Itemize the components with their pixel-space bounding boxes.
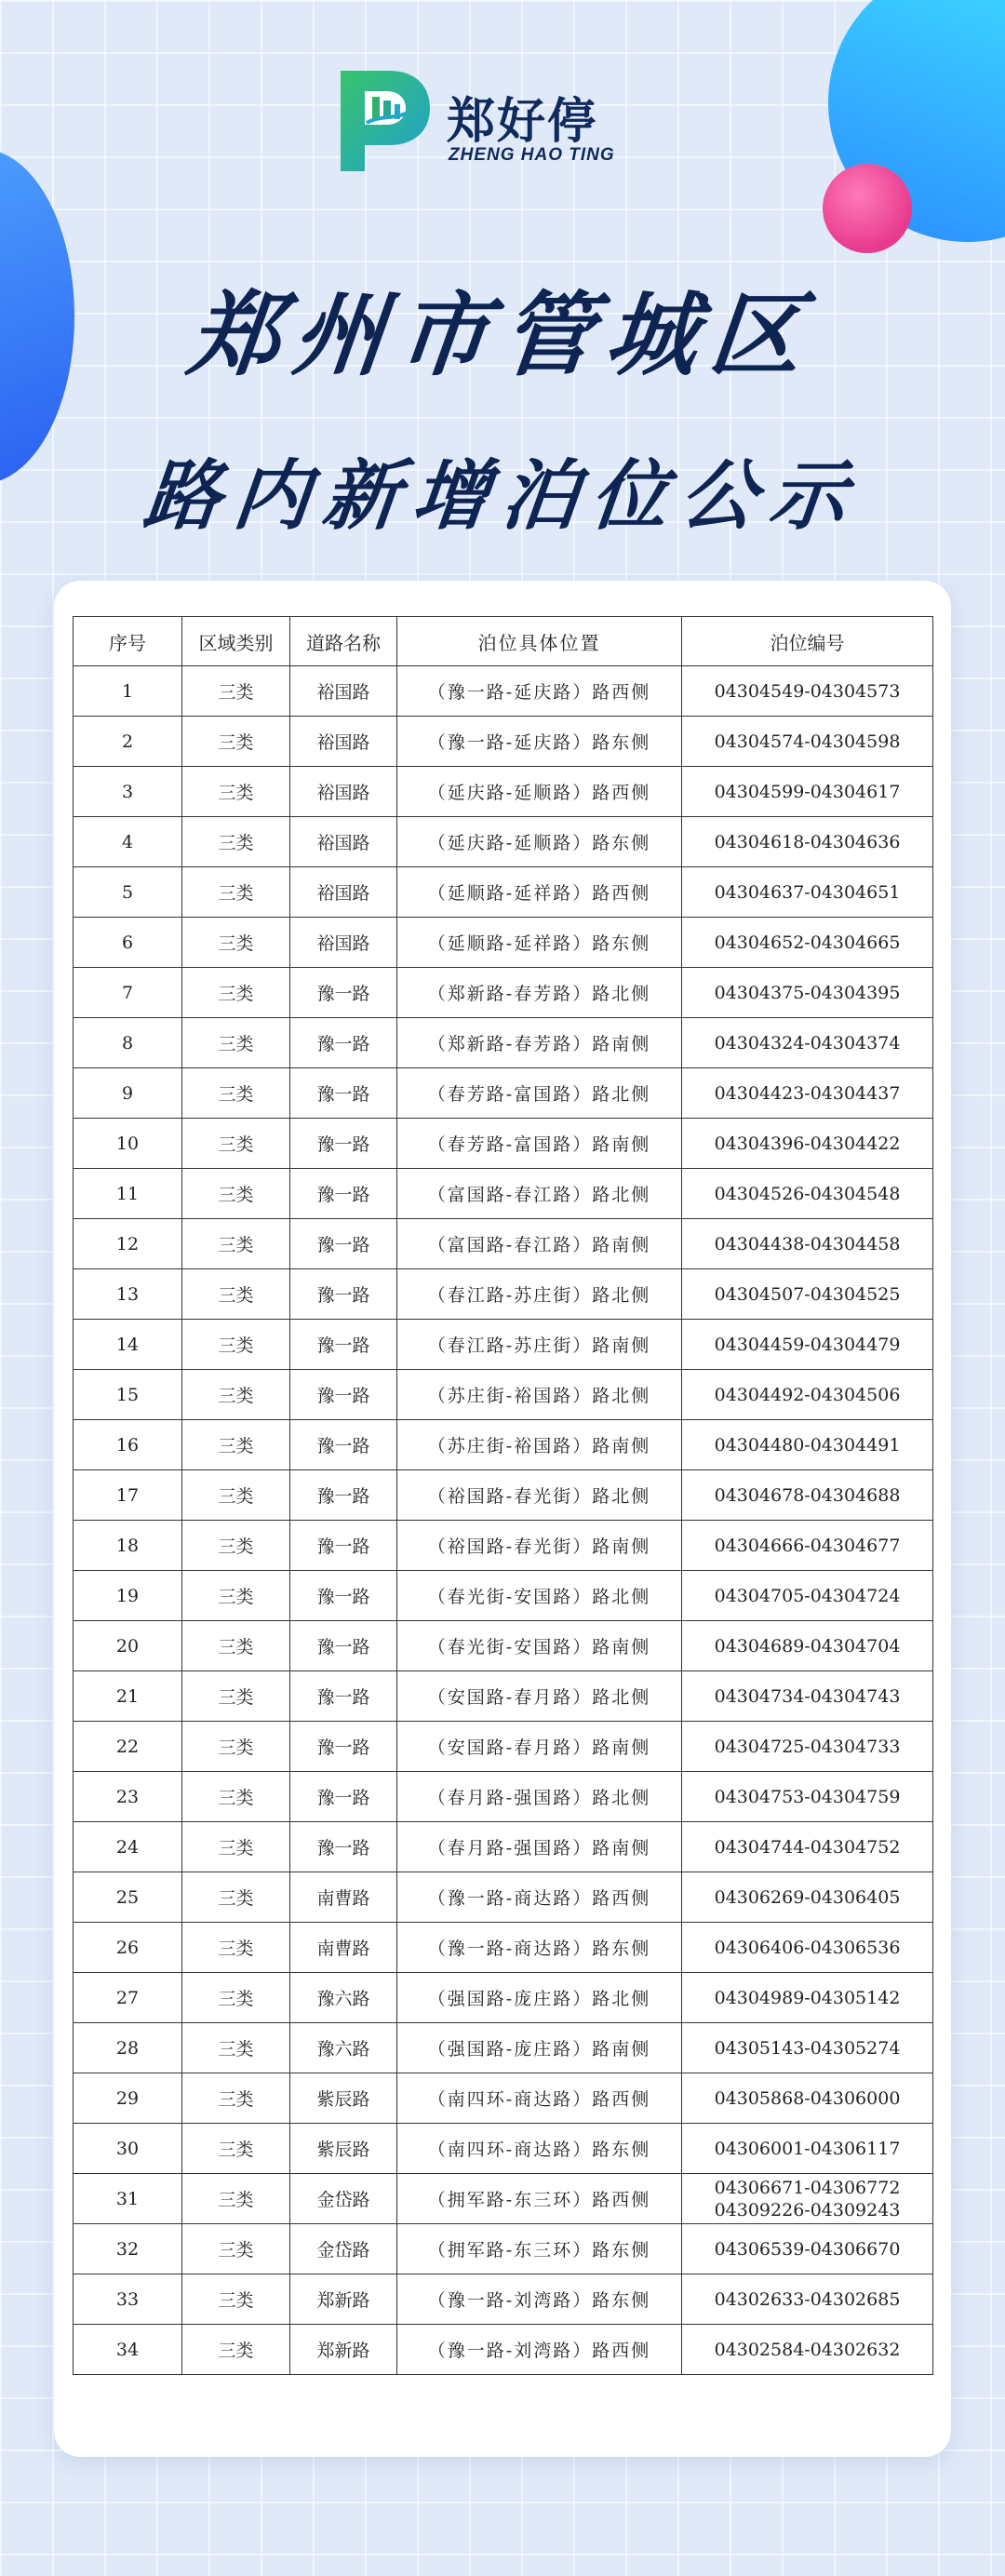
- cell-index: 14: [74, 1320, 182, 1370]
- cell-index: 30: [74, 2124, 182, 2174]
- cell-road: 豫一路: [290, 1169, 397, 1219]
- cell-code: 04305143-04305274: [682, 2023, 933, 2073]
- cell-index: 16: [74, 1420, 182, 1470]
- cell-location: （豫一路-延庆路）路西侧: [397, 666, 682, 717]
- cell-code-line: 04306671-04306772: [714, 2177, 901, 2198]
- cell-index: 6: [74, 918, 182, 968]
- table-row: [74, 1068, 933, 1119]
- cell-location: （春光街-安国路）路南侧: [397, 1621, 682, 1671]
- table-row: [74, 2224, 933, 2274]
- cell-road: 豫一路: [290, 1722, 397, 1772]
- col-header-code: 泊位编号: [682, 617, 933, 666]
- cell-index: 34: [74, 2325, 182, 2375]
- cell-location: （延顺路-延祥路）路东侧: [397, 918, 682, 968]
- cell-code: 04304689-04304704: [682, 1621, 933, 1671]
- cell-location: （延庆路-延顺路）路西侧: [397, 767, 682, 817]
- cell-road: 豫一路: [290, 1320, 397, 1370]
- cell-road: 豫一路: [290, 1521, 397, 1571]
- cell-index: 24: [74, 1822, 182, 1872]
- cell-road: 豫一路: [290, 968, 397, 1018]
- cell-code: 04304666-04304677: [682, 1521, 933, 1571]
- cell-code: 04304438-04304458: [682, 1219, 933, 1269]
- cell-location: （豫一路-延庆路）路东侧: [397, 717, 682, 767]
- cell-code: 04304753-04304759: [682, 1772, 933, 1822]
- cell-code: 04304989-04305142: [682, 1973, 933, 2023]
- table-row: [74, 2023, 933, 2073]
- cell-road: 豫六路: [290, 1973, 397, 2023]
- cell-zone: 三类: [182, 1269, 290, 1320]
- cell-index: 5: [74, 867, 182, 918]
- cell-code: 04304744-04304752: [682, 1822, 933, 1872]
- cell-code: 04304574-04304598: [682, 717, 933, 767]
- cell-location: （郑新路-春芳路）路南侧: [397, 1018, 682, 1068]
- cell-location: （富国路-春江路）路南侧: [397, 1219, 682, 1269]
- cell-zone: 三类: [182, 1420, 290, 1470]
- cell-road: 裕国路: [290, 918, 397, 968]
- table-row: [74, 918, 933, 968]
- cell-zone: 三类: [182, 1872, 290, 1923]
- cell-zone: 三类: [182, 2073, 290, 2124]
- cell-code: 04306406-04306536: [682, 1923, 933, 1973]
- cell-location: （安国路-春月路）路南侧: [397, 1722, 682, 1772]
- cell-index: 8: [74, 1018, 182, 1068]
- cell-index: 31: [74, 2174, 182, 2224]
- cell-zone: 三类: [182, 867, 290, 918]
- table-row: [74, 767, 933, 817]
- table-row: [74, 817, 933, 867]
- cell-zone: 三类: [182, 2325, 290, 2375]
- cell-zone: 三类: [182, 1370, 290, 1420]
- cell-index: 25: [74, 1872, 182, 1923]
- cell-code: 04306269-04306405: [682, 1872, 933, 1923]
- table-header-row: [74, 617, 933, 666]
- cell-road: 豫一路: [290, 1621, 397, 1671]
- cell-zone: 三类: [182, 1571, 290, 1621]
- cell-index: 32: [74, 2224, 182, 2274]
- cell-index: 12: [74, 1219, 182, 1269]
- table-row: [74, 717, 933, 767]
- cell-code: 04306001-04306117: [682, 2124, 933, 2174]
- cell-zone: 三类: [182, 1470, 290, 1521]
- cell-zone: 三类: [182, 1169, 290, 1219]
- table-row: [74, 1822, 933, 1872]
- cell-location: （春江路-苏庄街）路南侧: [397, 1320, 682, 1370]
- cell-zone: 三类: [182, 1119, 290, 1169]
- cell-road: 豫一路: [290, 1269, 397, 1320]
- cell-zone: 三类: [182, 1219, 290, 1269]
- cell-code: 04304526-04304548: [682, 1169, 933, 1219]
- cell-code: 04304492-04304506: [682, 1370, 933, 1420]
- cell-code: 04304678-04304688: [682, 1470, 933, 1521]
- cell-zone: 三类: [182, 918, 290, 968]
- table-row: [74, 1470, 933, 1521]
- cell-road: 豫一路: [290, 1822, 397, 1872]
- cell-road: 郑新路: [290, 2325, 397, 2375]
- cell-zone: 三类: [182, 767, 290, 817]
- cell-location: （苏庄街-裕国路）路南侧: [397, 1420, 682, 1470]
- cell-index: 7: [74, 968, 182, 1018]
- table-row: [74, 1772, 933, 1822]
- cell-location: （延顺路-延祥路）路西侧: [397, 867, 682, 918]
- brand-name-cn: 郑好停: [447, 94, 598, 150]
- cell-code: 04304480-04304491: [682, 1420, 933, 1470]
- cell-zone: 三类: [182, 1018, 290, 1068]
- cell-index: 29: [74, 2073, 182, 2124]
- cell-location: （春芳路-富国路）路南侧: [397, 1119, 682, 1169]
- table-row: [74, 1923, 933, 1973]
- cell-zone: 三类: [182, 1772, 290, 1822]
- col-header-road: 道路名称: [290, 617, 397, 666]
- cell-zone: 三类: [182, 2174, 290, 2224]
- cell-zone: 三类: [182, 1722, 290, 1772]
- cell-zone: 三类: [182, 817, 290, 867]
- cell-index: 18: [74, 1521, 182, 1571]
- cell-road: 紫辰路: [290, 2073, 397, 2124]
- cell-location: （豫一路-刘湾路）路西侧: [397, 2325, 682, 2375]
- cell-code: [682, 2174, 933, 2224]
- cell-index: 27: [74, 1973, 182, 2023]
- cell-index: 23: [74, 1772, 182, 1822]
- cell-index: 17: [74, 1470, 182, 1521]
- cell-location: （延庆路-延顺路）路东侧: [397, 817, 682, 867]
- cell-code: 04304507-04304525: [682, 1269, 933, 1320]
- cell-road: 豫一路: [290, 1370, 397, 1420]
- cell-code: 04304396-04304422: [682, 1119, 933, 1169]
- cell-location: （郑新路-春芳路）路北侧: [397, 968, 682, 1018]
- table-row: [74, 1269, 933, 1320]
- cell-road: 裕国路: [290, 767, 397, 817]
- cell-road: 裕国路: [290, 867, 397, 918]
- cell-location: （裕国路-春光街）路南侧: [397, 1521, 682, 1571]
- cell-code-line: 04309226-04309243: [714, 2199, 901, 2220]
- cell-location: （豫一路-商达路）路西侧: [397, 1872, 682, 1923]
- cell-zone: 三类: [182, 968, 290, 1018]
- cell-location: （豫一路-刘湾路）路东侧: [397, 2274, 682, 2325]
- cell-index: 4: [74, 817, 182, 867]
- cell-zone: 三类: [182, 717, 290, 767]
- cell-location: （春江路-苏庄街）路北侧: [397, 1269, 682, 1320]
- cell-code: 04304705-04304724: [682, 1571, 933, 1621]
- cell-road: 豫一路: [290, 1219, 397, 1269]
- cell-index: 2: [74, 717, 182, 767]
- cell-location: （春光街-安国路）路北侧: [397, 1571, 682, 1621]
- cell-code: 04304549-04304573: [682, 666, 933, 717]
- cell-location: （南四环-商达路）路东侧: [397, 2124, 682, 2174]
- table-row: [74, 1119, 933, 1169]
- cell-zone: 三类: [182, 1822, 290, 1872]
- cell-code: 04304423-04304437: [682, 1068, 933, 1119]
- cell-code: 04304324-04304374: [682, 1018, 933, 1068]
- cell-code: 04304652-04304665: [682, 918, 933, 968]
- cell-location: （南四环-商达路）路西侧: [397, 2073, 682, 2124]
- cell-index: 15: [74, 1370, 182, 1420]
- cell-road: 豫六路: [290, 2023, 397, 2073]
- table-row: [74, 1671, 933, 1722]
- cell-code: 04304618-04304636: [682, 817, 933, 867]
- cell-index: 20: [74, 1621, 182, 1671]
- table-row: [74, 2274, 933, 2325]
- cell-road: 金岱路: [290, 2174, 397, 2224]
- table-row: [74, 1571, 933, 1621]
- cell-location: （强国路-庞庄路）路北侧: [397, 1973, 682, 2023]
- cell-index: 22: [74, 1722, 182, 1772]
- logo-p-icon: [331, 65, 436, 177]
- cell-code: 04304599-04304617: [682, 767, 933, 817]
- cell-location: （拥军路-东三环）路西侧: [397, 2174, 682, 2224]
- cell-road: 豫一路: [290, 1671, 397, 1722]
- cell-code: 04304637-04304651: [682, 867, 933, 918]
- table-row: [74, 1018, 933, 1068]
- parking-table: [73, 616, 933, 2375]
- cell-location: （强国路-庞庄路）路南侧: [397, 2023, 682, 2073]
- cell-zone: 三类: [182, 666, 290, 717]
- cell-zone: 三类: [182, 1973, 290, 2023]
- cell-code: 04305868-04306000: [682, 2073, 933, 2124]
- cell-zone: 三类: [182, 2274, 290, 2325]
- cell-road: 郑新路: [290, 2274, 397, 2325]
- table-row: [74, 1420, 933, 1470]
- table-row: [74, 1872, 933, 1923]
- table-row: [74, 867, 933, 918]
- table-card: [54, 581, 951, 2457]
- cell-location: （裕国路-春光街）路北侧: [397, 1470, 682, 1521]
- table-row: [74, 2325, 933, 2375]
- cell-code: 04304725-04304733: [682, 1722, 933, 1772]
- table-row: [74, 1521, 933, 1571]
- headline-line-2: 路内新增泊位公示: [140, 452, 864, 541]
- brand-name-en: ZHENG HAO TING: [449, 145, 615, 165]
- col-header-index: 序号: [74, 617, 182, 666]
- cell-road: 南曹路: [290, 1923, 397, 1973]
- brand-logo: [331, 65, 704, 177]
- table-row: [74, 1973, 933, 2023]
- cell-code: 04304459-04304479: [682, 1320, 933, 1370]
- cell-index: 26: [74, 1923, 182, 1973]
- cell-location: （苏庄街-裕国路）路北侧: [397, 1370, 682, 1420]
- headline-line-1: 郑州市管城区: [183, 283, 821, 389]
- cell-road: 裕国路: [290, 717, 397, 767]
- table-row: [74, 2124, 933, 2174]
- col-header-zone: 区域类别: [182, 617, 290, 666]
- cell-location: （安国路-春月路）路北侧: [397, 1671, 682, 1722]
- cell-index: 9: [74, 1068, 182, 1119]
- cell-zone: 三类: [182, 1320, 290, 1370]
- cell-index: 11: [74, 1169, 182, 1219]
- cell-index: 13: [74, 1269, 182, 1320]
- table-row: [74, 1370, 933, 1420]
- cell-location: （豫一路-商达路）路东侧: [397, 1923, 682, 1973]
- cell-index: 33: [74, 2274, 182, 2325]
- cell-index: 19: [74, 1571, 182, 1621]
- cell-road: 裕国路: [290, 666, 397, 717]
- cell-road: 豫一路: [290, 1420, 397, 1470]
- cell-zone: 三类: [182, 2023, 290, 2073]
- cell-index: 28: [74, 2023, 182, 2073]
- cell-index: 10: [74, 1119, 182, 1169]
- table-row: [74, 2073, 933, 2124]
- cell-road: 豫一路: [290, 1571, 397, 1621]
- cell-road: 豫一路: [290, 1119, 397, 1169]
- cell-zone: 三类: [182, 1671, 290, 1722]
- cell-location: （春芳路-富国路）路北侧: [397, 1068, 682, 1119]
- cell-zone: 三类: [182, 1923, 290, 1973]
- cell-code: 04304375-04304395: [682, 968, 933, 1018]
- table-row: [74, 968, 933, 1018]
- table-row: [74, 1621, 933, 1671]
- cell-road: 裕国路: [290, 817, 397, 867]
- cell-code: 04306539-04306670: [682, 2224, 933, 2274]
- table-row: [74, 2174, 933, 2224]
- table-row: [74, 666, 933, 717]
- cell-road: 豫一路: [290, 1772, 397, 1822]
- cell-index: 3: [74, 767, 182, 817]
- decor-pink-ball: [823, 164, 912, 253]
- cell-location: （富国路-春江路）路北侧: [397, 1169, 682, 1219]
- cell-road: 紫辰路: [290, 2124, 397, 2174]
- cell-code: 04302584-04302632: [682, 2325, 933, 2375]
- cell-zone: 三类: [182, 1621, 290, 1671]
- cell-road: 豫一路: [290, 1068, 397, 1119]
- cell-code: 04304734-04304743: [682, 1671, 933, 1722]
- table-row: [74, 1320, 933, 1370]
- cell-location: （春月路-强国路）路南侧: [397, 1822, 682, 1872]
- table-row: [74, 1219, 933, 1269]
- cell-location: （春月路-强国路）路北侧: [397, 1772, 682, 1822]
- col-header-location: 泊位具体位置: [397, 617, 682, 666]
- table-row: [74, 1169, 933, 1219]
- table-row: [74, 1722, 933, 1772]
- cell-index: 1: [74, 666, 182, 717]
- cell-index: 21: [74, 1671, 182, 1722]
- cell-zone: 三类: [182, 2124, 290, 2174]
- cell-road: 金岱路: [290, 2224, 397, 2274]
- cell-road: 南曹路: [290, 1872, 397, 1923]
- cell-zone: 三类: [182, 1521, 290, 1571]
- cell-code: 04302633-04302685: [682, 2274, 933, 2325]
- cell-zone: 三类: [182, 2224, 290, 2274]
- cell-road: 豫一路: [290, 1018, 397, 1068]
- cell-location: （拥军路-东三环）路东侧: [397, 2224, 682, 2274]
- cell-zone: 三类: [182, 1068, 290, 1119]
- cell-road: 豫一路: [290, 1470, 397, 1521]
